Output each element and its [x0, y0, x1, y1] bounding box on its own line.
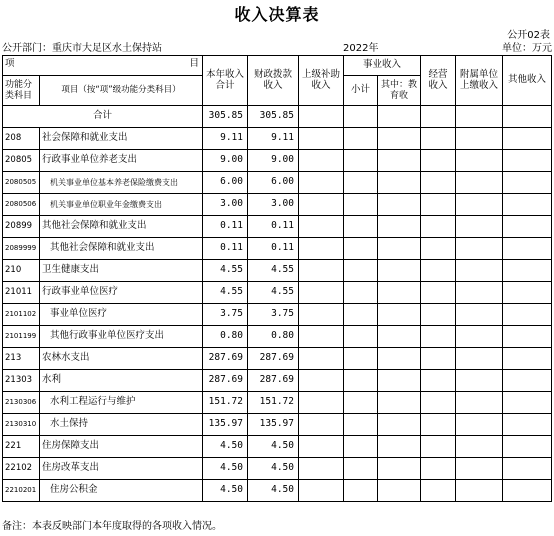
- row-name: 行政事业单位医疗: [40, 282, 203, 304]
- table-row: [3, 238, 552, 260]
- row-fiscal: 4.50: [248, 436, 299, 458]
- row-total: 287.69: [203, 370, 248, 392]
- header-business-income: 事业收入: [344, 56, 421, 76]
- row-code: 2130306: [3, 392, 40, 414]
- row-total: 6.00: [203, 172, 248, 194]
- row-total: 0.11: [203, 238, 248, 260]
- row-name: 住房改革支出: [40, 458, 203, 480]
- table-row: [3, 392, 552, 414]
- row-total: 4.50: [203, 480, 248, 502]
- row-code: 21011: [3, 282, 40, 304]
- report-meta: [2, 39, 552, 53]
- row-total: 4.50: [203, 458, 248, 480]
- row-total: 4.50: [203, 436, 248, 458]
- table-row: [3, 172, 552, 194]
- row-total: 151.72: [203, 392, 248, 414]
- row-name: 其他社会保障和就业支出: [40, 238, 203, 260]
- row-fiscal: 4.55: [248, 260, 299, 282]
- row-total: 3.00: [203, 194, 248, 216]
- row-code: 2130310: [3, 414, 40, 436]
- row-name: 机关事业单位基本养老保险缴费支出: [40, 172, 203, 194]
- row-code: 2080505: [3, 172, 40, 194]
- row-fiscal: 287.69: [248, 370, 299, 392]
- header-project-cell: [3, 56, 203, 76]
- row-total: 287.69: [203, 348, 248, 370]
- row-total: 135.97: [203, 414, 248, 436]
- row-code: 2080506: [3, 194, 40, 216]
- header-affiliated: 附属单位上缴收入: [456, 56, 503, 106]
- row-total: 0.11: [203, 216, 248, 238]
- row-fiscal: 0.80: [248, 326, 299, 348]
- table-row: [3, 348, 552, 370]
- form-code: 公开02表: [507, 30, 550, 41]
- row-name: 水土保持: [40, 414, 203, 436]
- income-table: [2, 55, 552, 502]
- row-fiscal: 0.11: [248, 238, 299, 260]
- total-row: [3, 106, 552, 128]
- table-row: [3, 282, 552, 304]
- row-name: 事业单位医疗: [40, 304, 203, 326]
- total-fiscal-value: 305.85: [248, 106, 299, 128]
- row-fiscal: 4.50: [248, 480, 299, 502]
- row-code: 2089999: [3, 238, 40, 260]
- row-name: 其他行政事业单位医疗支出: [40, 326, 203, 348]
- row-total: 9.00: [203, 150, 248, 172]
- header-project: 项: [5, 58, 15, 69]
- table-row: [3, 480, 552, 502]
- table-row: [3, 216, 552, 238]
- header-superior-subsidy: 上级补助收入: [299, 56, 344, 106]
- header-func-code: 功能分类科目: [3, 76, 40, 106]
- unit-label: 单位：万元: [502, 43, 552, 54]
- report-year: 2022年: [343, 43, 379, 54]
- row-code: 20899: [3, 216, 40, 238]
- header-fiscal: 财政拨款收入: [248, 56, 299, 106]
- row-name: 卫生健康支出: [40, 260, 203, 282]
- row-code: 20805: [3, 150, 40, 172]
- row-fiscal: 4.55: [248, 282, 299, 304]
- row-name: 农林水支出: [40, 348, 203, 370]
- table-row: [3, 326, 552, 348]
- row-fiscal: 151.72: [248, 392, 299, 414]
- row-total: 3.75: [203, 304, 248, 326]
- row-fiscal: 0.11: [248, 216, 299, 238]
- table-body: [3, 106, 552, 502]
- table-row: [3, 260, 552, 282]
- row-code: 2101199: [3, 326, 40, 348]
- table-row: [3, 150, 552, 172]
- department-label: 公开部门：重庆市大足区水土保持站: [2, 43, 162, 54]
- row-fiscal: 4.50: [248, 458, 299, 480]
- header-project-name: 项目（按“项”级功能分类科目）: [40, 76, 203, 106]
- row-name: 其他社会保障和就业支出: [40, 216, 203, 238]
- header-mu: 目: [189, 58, 199, 69]
- row-name: 水利工程运行与维护: [40, 392, 203, 414]
- table-row: [3, 458, 552, 480]
- row-fiscal: 3.75: [248, 304, 299, 326]
- table-row: [3, 194, 552, 216]
- total-income-value: 305.85: [203, 106, 248, 128]
- header-of-which-edu: 其中：教育收: [378, 76, 421, 106]
- row-code: 21303: [3, 370, 40, 392]
- footnote: 备注：本表反映部门本年度取得的各项收入情况。: [2, 521, 222, 532]
- table-row: [3, 414, 552, 436]
- table-row: [3, 370, 552, 392]
- row-fiscal: 3.00: [248, 194, 299, 216]
- header-operation: 经营收入: [421, 56, 456, 106]
- row-code: 213: [3, 348, 40, 370]
- header-subtotal: 小计: [344, 76, 378, 106]
- row-code: 2210201: [3, 480, 40, 502]
- report-title: 收入决算表: [234, 5, 320, 24]
- row-name: 机关事业单位职业年金缴费支出: [40, 194, 203, 216]
- row-fiscal: 287.69: [248, 348, 299, 370]
- row-code: 221: [3, 436, 40, 458]
- row-name: 水利: [40, 370, 203, 392]
- row-fiscal: 9.00: [248, 150, 299, 172]
- row-fiscal: 135.97: [248, 414, 299, 436]
- row-total: 9.11: [203, 128, 248, 150]
- table-row: [3, 436, 552, 458]
- row-total: 0.80: [203, 326, 248, 348]
- total-label: 合计: [3, 106, 203, 128]
- row-total: 4.55: [203, 282, 248, 304]
- row-code: 2101102: [3, 304, 40, 326]
- row-name: 住房保障支出: [40, 436, 203, 458]
- row-code: 208: [3, 128, 40, 150]
- row-code: 22102: [3, 458, 40, 480]
- row-total: 4.55: [203, 260, 248, 282]
- table-header: [3, 56, 552, 106]
- row-fiscal: 6.00: [248, 172, 299, 194]
- row-name: 社会保障和就业支出: [40, 128, 203, 150]
- row-fiscal: 9.11: [248, 128, 299, 150]
- row-code: 210: [3, 260, 40, 282]
- row-name: 住房公积金: [40, 480, 203, 502]
- header-total-income: 本年收入合计: [203, 56, 248, 106]
- header-other: 其他收入: [503, 56, 552, 106]
- row-name: 行政事业单位养老支出: [40, 150, 203, 172]
- table-row: [3, 128, 552, 150]
- table-row: [3, 304, 552, 326]
